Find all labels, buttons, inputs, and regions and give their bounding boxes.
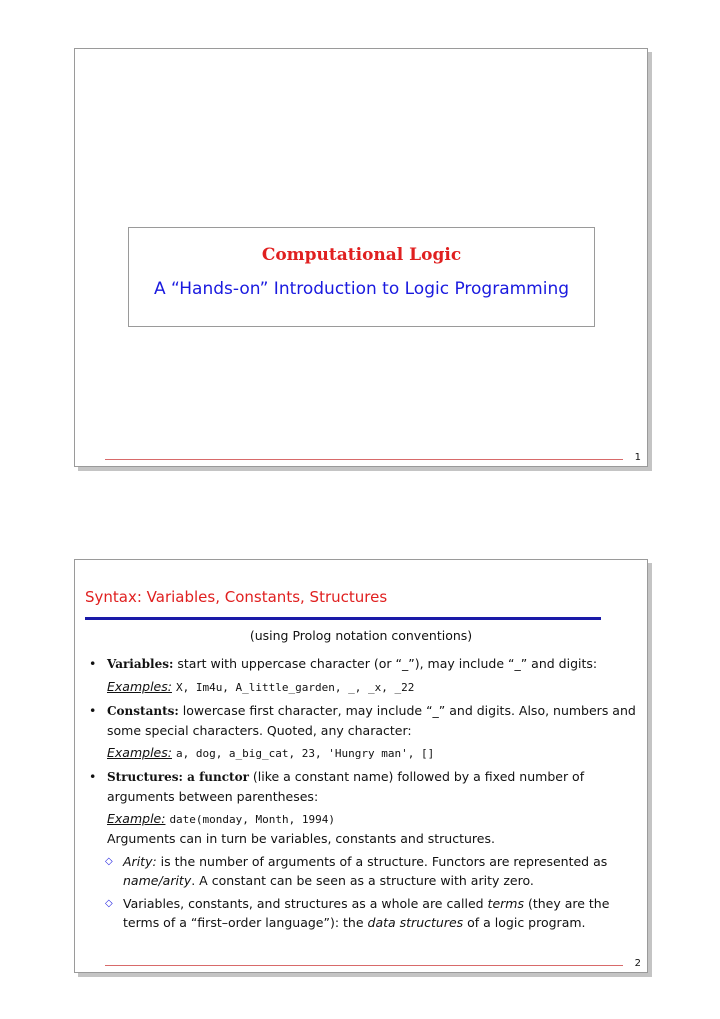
bullet-icon: • — [89, 703, 97, 718]
variables-examples — [107, 677, 637, 697]
slide-2 — [74, 559, 648, 973]
title-box — [128, 227, 595, 327]
sub-item-arity — [85, 852, 637, 890]
examples-label: Examples: — [107, 745, 172, 760]
examples-label: Examples: — [107, 679, 172, 694]
page-number: 2 — [634, 958, 641, 969]
examples-code: a, dog, a_big_cat, 23, 'Hungry man', [] — [175, 747, 435, 760]
terms-text-1: Variables, constants, and structures as a whole are called — [123, 896, 488, 911]
structures-after: Arguments can in turn be variables, constants and structures. — [107, 831, 495, 846]
name-arity: name/arity — [123, 873, 192, 888]
constants-text: lowercase first character, may include “_” and digits. Also, numbers and some special characters. Quoted, any character: — [107, 703, 636, 738]
structures-example — [107, 809, 637, 829]
list-item-constants — [85, 701, 637, 763]
bullet-icon: • — [89, 656, 97, 671]
terms-text-3: of a logic program. — [463, 915, 586, 930]
constants-examples — [107, 743, 637, 763]
example-label: Example: — [107, 811, 166, 826]
sub-item-terms — [85, 894, 637, 932]
arity-label: Arity: — [123, 854, 157, 869]
list-item-structures — [85, 767, 637, 932]
arity-text-1: is the number of arguments of a structure. Functors are represented as — [156, 854, 608, 869]
footer-rule — [105, 965, 623, 966]
term-structures: Structures: — [107, 770, 183, 784]
slide-1 — [74, 48, 648, 467]
bullet-icon: • — [89, 769, 97, 784]
slide-content — [85, 654, 637, 936]
slide-subtitle: A “Hands-on” Introduction to Logic Programming — [153, 279, 570, 299]
diamond-bullet-icon: ◇ — [105, 898, 113, 909]
structures-text: (like a constant name) followed by a fixed number of arguments between parentheses: — [107, 769, 585, 804]
examples-code: X, Im4u, A_little_garden, _, _x, _22 — [175, 681, 415, 694]
footer-rule — [105, 459, 623, 460]
list-item-variables — [85, 654, 637, 697]
diamond-bullet-icon: ◇ — [105, 856, 113, 867]
example-code: date(monday, Month, 1994) — [169, 813, 336, 826]
heading-rule — [85, 617, 601, 620]
terms-text-2: (they are the terms of a “first–order language”): the — [123, 896, 610, 930]
slide-title: Computational Logic — [261, 245, 462, 265]
slide-heading: Syntax: Variables, Constants, Structures — [85, 588, 388, 606]
data-structures-word: data structures — [367, 915, 464, 930]
page-number: 1 — [634, 452, 641, 463]
term-variables: Variables: — [107, 657, 174, 671]
terms-word: terms — [487, 896, 524, 911]
slide-note: (using Prolog notation conventions) — [249, 628, 473, 643]
variables-text: start with uppercase character (or “_”), may include “_” and digits: — [173, 656, 598, 671]
term-constants: Constants: — [107, 704, 179, 718]
functor-label: a functor — [182, 770, 249, 784]
arity-text-2: . A constant can be seen as a structure with arity zero. — [191, 873, 534, 888]
